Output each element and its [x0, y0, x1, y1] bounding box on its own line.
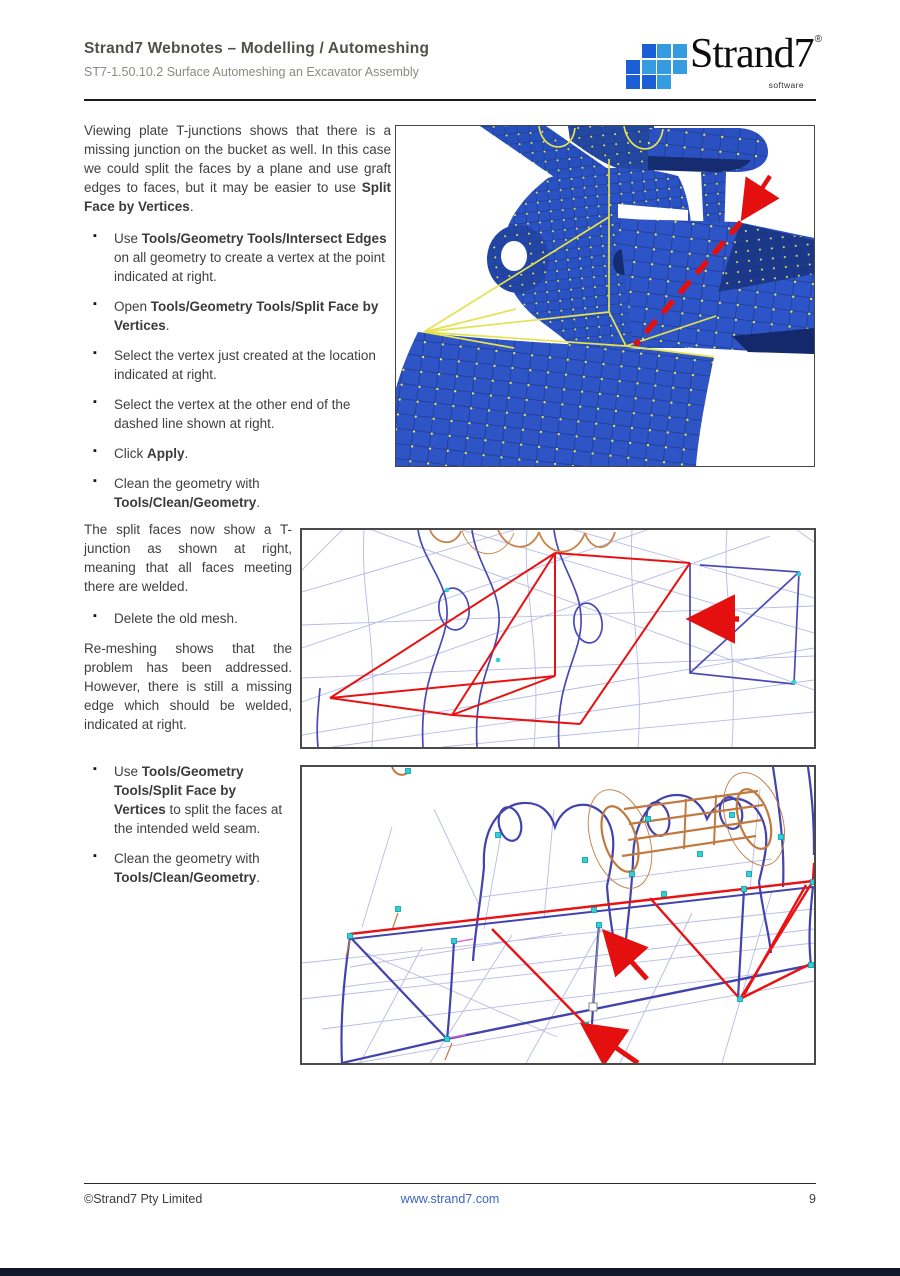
- text-run: The split faces now show a T-junction as shown at right, meaning that all faces meeting there are welded.: [84, 522, 292, 594]
- red-arrow: [592, 1031, 638, 1063]
- text-run: Delete the old mesh.: [114, 611, 238, 626]
- logo-pixel: [657, 44, 671, 58]
- logo-wordmark: Strand7: [690, 31, 814, 77]
- header-divider: [84, 99, 816, 101]
- page-bottom-bar: [0, 1268, 900, 1276]
- geometry-edges: [317, 530, 799, 747]
- intro-paragraph: [84, 121, 391, 216]
- page-title: Strand7 Webnotes – Modelling / Automeshing: [84, 40, 430, 57]
- text-run: .: [165, 318, 170, 333]
- figure-wireframe-weldseam: [300, 765, 816, 1065]
- red-arrow: [612, 940, 647, 979]
- command-name: Split Face by Vertices: [84, 180, 391, 214]
- wireframe-tjunction-svg: [302, 530, 814, 747]
- text-run: Clean the geometry with: [114, 851, 260, 866]
- command-name: Tools/Geometry Tools/Split Face by Vertices: [114, 764, 244, 817]
- text-run: Open: [114, 299, 151, 314]
- footer-page-number: 9: [809, 1192, 816, 1206]
- registered-mark: ®: [814, 34, 822, 45]
- footer-copyright: ©Strand7 Pty Limited: [84, 1192, 203, 1206]
- command-name: Tools/Clean/Geometry: [114, 870, 257, 885]
- text-run: .: [184, 446, 189, 461]
- instruction-list: [84, 609, 292, 628]
- mesh-solid-svg: [396, 126, 814, 466]
- text-run: Use: [114, 231, 142, 246]
- red-arrows: [592, 940, 647, 1063]
- logo-pixel: [673, 60, 687, 74]
- text-run: Select the vertex just created at the location indicated at right.: [114, 348, 376, 382]
- logo-pixel: [626, 60, 640, 74]
- command-name: Tools/Geometry Tools/Split Face by Vertices: [114, 299, 379, 333]
- bullet-item: [84, 762, 286, 838]
- text-run: on all geometry to create a vertex at the point indicated at right.: [114, 250, 385, 284]
- logo-pixel: [657, 75, 671, 89]
- command-name: Apply: [147, 446, 185, 461]
- instruction-list: [84, 762, 286, 887]
- page-subtitle: ST7-1.50.10.2 Surface Automeshing an Excavator Assembly: [84, 65, 419, 79]
- bullet-item: [84, 609, 292, 628]
- bullet-item: [84, 297, 391, 335]
- remeshing-paragraph: [84, 639, 292, 734]
- logo-subtext: software: [768, 80, 804, 90]
- strand7-logo-icon: [626, 44, 687, 89]
- logo-pixel: [626, 44, 640, 58]
- text-run: Select the vertex at the other end of the dashed line shown at right.: [114, 397, 351, 431]
- bullet-item: [84, 444, 391, 463]
- logo-pixel: [626, 75, 640, 89]
- section-split-face-instructions: [84, 121, 391, 523]
- bullet-item: [84, 229, 391, 286]
- bullet-item: [84, 849, 286, 887]
- text-run: to split the faces at the intended weld seam.: [114, 802, 283, 836]
- logo-pixel: [642, 44, 656, 58]
- bullet-item: [84, 395, 391, 433]
- bullet-item: [84, 346, 391, 384]
- text-run: Click: [114, 446, 147, 461]
- text-run: Clean the geometry with: [114, 476, 260, 491]
- red-arrow: [748, 176, 770, 210]
- bullet-item: [84, 474, 391, 512]
- wireframe-background-lines: [302, 789, 814, 1063]
- text-run: .: [256, 870, 261, 885]
- text-run: Use: [114, 764, 142, 779]
- command-name: Tools/Geometry Tools/Intersect Edges: [141, 231, 387, 246]
- footer-website-link[interactable]: www.strand7.com: [400, 1192, 500, 1206]
- cursor-box: [589, 1003, 597, 1011]
- bucket-body: [396, 332, 714, 466]
- logo-pixel: [642, 75, 656, 89]
- logo-pixel: [657, 60, 671, 74]
- footer-divider: [84, 1183, 816, 1184]
- text-run: Viewing plate T-junctions shows that there is a missing junction on the bucket as well. In this case we could split the faces by a plane and use graft edges to faces, but it may be easier to use: [84, 123, 391, 195]
- section-tjunction-result: [84, 520, 292, 747]
- section-weld-seam-instructions: [84, 762, 286, 898]
- wireframe-background-lines: [302, 530, 814, 747]
- logo-pixel: [673, 44, 687, 58]
- text-run: Re-meshing shows that the problem has been addressed. However, there is still a missing edge which should be welded, indicated at right.: [84, 641, 292, 732]
- lifting-lug: [487, 225, 549, 293]
- command-name: Tools/Clean/Geometry: [114, 495, 257, 510]
- strand7-logo: [626, 31, 822, 98]
- wireframe-weldseam-svg: [302, 767, 814, 1063]
- figure-wireframe-tjunction: [300, 528, 816, 749]
- logo-pixel: [673, 75, 687, 89]
- instruction-list: [84, 229, 391, 512]
- logo-pixel: [642, 60, 656, 74]
- result-paragraph: [84, 520, 292, 596]
- geometry-edges: [341, 767, 814, 1063]
- text-run: .: [189, 199, 194, 214]
- figure-mesh-solid-view: [395, 125, 815, 467]
- text-run: .: [256, 495, 261, 510]
